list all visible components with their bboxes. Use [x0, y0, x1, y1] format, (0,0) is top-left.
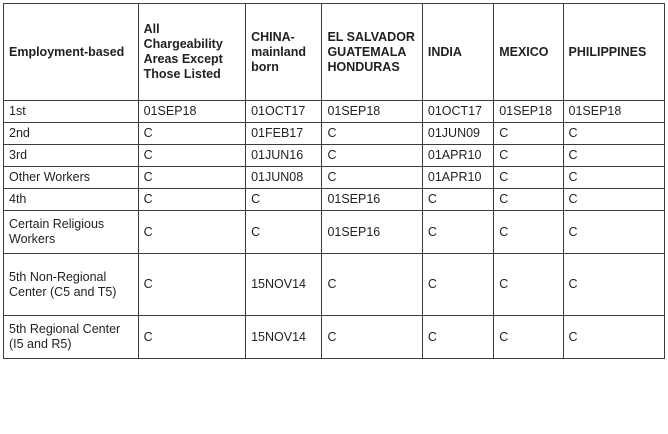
table-body [4, 101, 665, 359]
column-header-label: All Chargeability Areas Except Those Listed [143, 22, 223, 81]
visa-bulletin-sheet [0, 3, 668, 434]
cell-all-areas: C [138, 316, 245, 359]
cell-china: 01JUN08 [246, 167, 322, 189]
cell-category: 4th [4, 189, 139, 211]
cell-mexico: 01SEP18 [494, 101, 563, 123]
cell-all-areas: C [138, 123, 245, 145]
cell-philippines: C [563, 123, 664, 145]
cell-all-areas: C [138, 145, 245, 167]
cell-category: 1st [4, 101, 139, 123]
cell-category: 5th Regional Center (I5 and R5) [4, 316, 139, 359]
table-row [4, 145, 665, 167]
cell-category: 5th Non-Regional Center (C5 and T5) [4, 254, 139, 316]
table-row [4, 316, 665, 359]
column-header-label: INDIA [427, 44, 462, 59]
cell-el-salvador: C [322, 123, 422, 145]
cell-china: 15NOV14 [246, 254, 322, 316]
cell-all-areas: C [138, 254, 245, 316]
column-header-label: EL SALVADOR GUATEMALA HONDURAS [327, 29, 415, 74]
cell-mexico: C [494, 167, 563, 189]
cell-china: 01FEB17 [246, 123, 322, 145]
cell-india: 01OCT17 [422, 101, 493, 123]
column-header-label: CHINA-mainland born [251, 29, 306, 74]
column-header-china-mainland-born [246, 4, 322, 101]
cell-all-areas: C [138, 211, 245, 254]
cell-china: 15NOV14 [246, 316, 322, 359]
cell-india: C [422, 189, 493, 211]
cell-el-salvador: 01SEP16 [322, 189, 422, 211]
column-header-el-salvador-guatemala-honduras [322, 4, 422, 101]
cell-el-salvador: 01SEP18 [322, 101, 422, 123]
cell-india: 01APR10 [422, 145, 493, 167]
column-header-philippines [563, 4, 664, 101]
cell-india: 01APR10 [422, 167, 493, 189]
cell-mexico: C [494, 145, 563, 167]
column-header-employment-based [4, 4, 139, 101]
table-header-row [4, 4, 665, 101]
cell-india: C [422, 211, 493, 254]
table-row [4, 123, 665, 145]
column-header-mexico [494, 4, 563, 101]
table-header [4, 4, 665, 101]
cell-all-areas: C [138, 167, 245, 189]
cell-china: 01OCT17 [246, 101, 322, 123]
cell-philippines: 01SEP18 [563, 101, 664, 123]
table-row [4, 189, 665, 211]
cell-philippines: C [563, 145, 664, 167]
employment-based-final-action-dates-table [3, 3, 665, 359]
table-row [4, 167, 665, 189]
cell-philippines: C [563, 316, 664, 359]
cell-el-salvador: C [322, 167, 422, 189]
column-header-india [422, 4, 493, 101]
cell-china: 01JUN16 [246, 145, 322, 167]
cell-philippines: C [563, 211, 664, 254]
column-header-label: PHILIPPINES [568, 44, 647, 59]
cell-china: C [246, 211, 322, 254]
cell-philippines: C [563, 189, 664, 211]
cell-el-salvador: 01SEP16 [322, 211, 422, 254]
column-header-all-chargeability-areas [138, 4, 245, 101]
table-row [4, 101, 665, 123]
cell-india: 01JUN09 [422, 123, 493, 145]
cell-category: 2nd [4, 123, 139, 145]
cell-category: 3rd [4, 145, 139, 167]
table-row [4, 254, 665, 316]
cell-mexico: C [494, 254, 563, 316]
cell-mexico: C [494, 316, 563, 359]
cell-philippines: C [563, 254, 664, 316]
table-row [4, 211, 665, 254]
column-header-label: MEXICO [499, 44, 549, 59]
cell-mexico: C [494, 211, 563, 254]
cell-india: C [422, 254, 493, 316]
cell-all-areas: 01SEP18 [138, 101, 245, 123]
cell-category: Certain Religious Workers [4, 211, 139, 254]
cell-philippines: C [563, 167, 664, 189]
cell-all-areas: C [138, 189, 245, 211]
cell-mexico: C [494, 123, 563, 145]
cell-el-salvador: C [322, 254, 422, 316]
cell-india: C [422, 316, 493, 359]
cell-mexico: C [494, 189, 563, 211]
cell-category: Other Workers [4, 167, 139, 189]
column-header-label: Employment-based [9, 44, 125, 59]
cell-el-salvador: C [322, 316, 422, 359]
cell-el-salvador: C [322, 145, 422, 167]
cell-china: C [246, 189, 322, 211]
